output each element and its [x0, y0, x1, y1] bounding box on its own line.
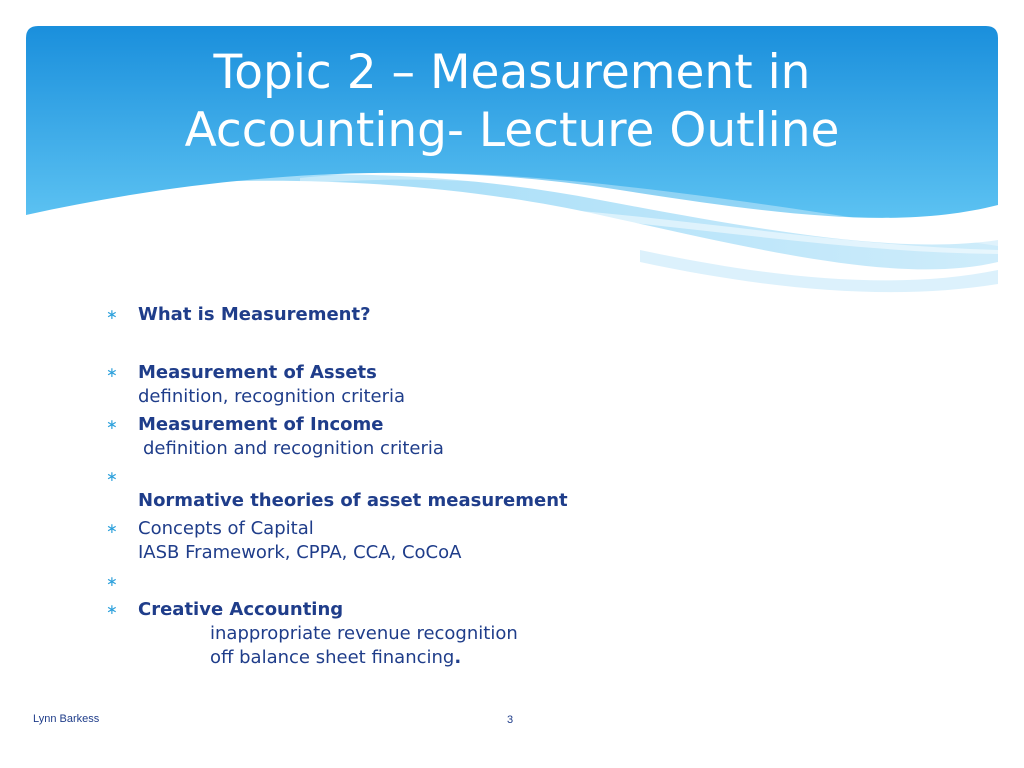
bullet-star-icon: ∗	[106, 469, 118, 485]
bullet-star-icon: ∗	[106, 365, 118, 381]
bullet-detail	[138, 646, 518, 670]
bullet-heading: Concepts of Capital	[138, 518, 314, 539]
bullet-detail-period: .	[454, 647, 462, 668]
slide-title-line-2: Accounting- Lecture Outline	[184, 103, 840, 158]
bullet-star-icon: ∗	[106, 307, 118, 323]
bullet-heading: Measurement of Income	[138, 414, 384, 435]
bullet-heading: What is Measurement?	[138, 304, 371, 325]
bullet-detail: IASB Framework, CPPA, CCA, CoCoA	[138, 542, 462, 563]
bullet-heading: Creative Accounting	[138, 599, 344, 620]
bullet-star-icon: ∗	[106, 417, 118, 433]
bullet-detail: definition and recognition criteria	[143, 438, 444, 459]
slide-title	[26, 44, 998, 160]
bullet-heading: Measurement of Assets	[138, 362, 377, 383]
slide-title-line-1: Topic 2 – Measurement in	[213, 45, 811, 100]
bullet-detail-text: off balance sheet financing	[210, 647, 455, 668]
footer-author: Lynn Barkess	[33, 713, 100, 725]
footer-page-number: 3	[507, 714, 514, 726]
bullet-star-icon: ∗	[106, 521, 118, 537]
bullet-star-icon: ∗	[106, 602, 118, 618]
bullet-heading: Normative theories of asset measurement	[138, 490, 568, 511]
bullet-detail: inappropriate revenue recognition	[210, 623, 518, 644]
bullet-detail: definition, recognition criteria	[138, 386, 406, 407]
bullet-star-icon: ∗	[106, 574, 118, 590]
